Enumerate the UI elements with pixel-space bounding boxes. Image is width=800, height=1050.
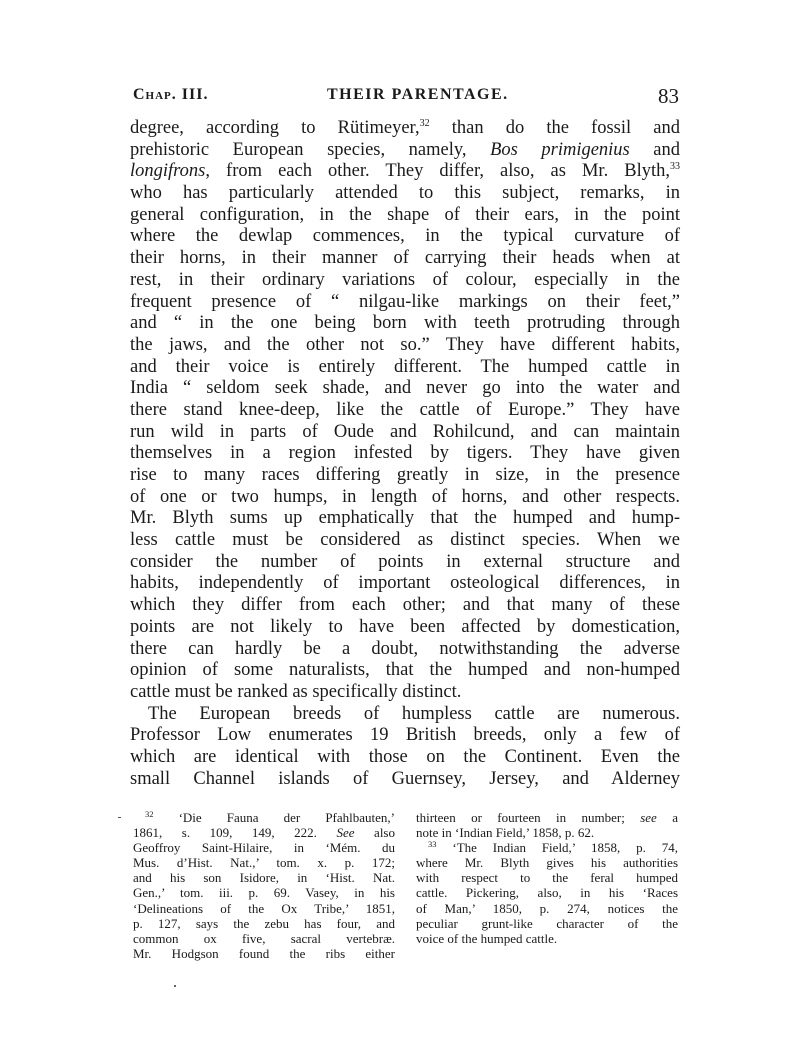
text-line: Professor Low enumerates 19 British breeds, only a few of: [130, 725, 680, 746]
footnote-line: 1861, s. 109, 149, 222. See also: [133, 825, 395, 841]
footnote-line: thirteen or fourteen in number; see a: [416, 810, 678, 825]
footnote-line: with respect to the feral humped: [416, 870, 678, 886]
footnote-column-right: [416, 810, 678, 946]
footnote-line: Mus. d’Hist. Nat.,’ tom. x. p. 172;: [133, 855, 395, 871]
footnote-ref-32: 32: [419, 118, 430, 129]
text-line: points are not likely to have been affected by domestication,: [130, 616, 680, 637]
text-line: run wild in parts of Oude and Rohilcund, and can maintain: [130, 421, 680, 442]
footnote-line: p. 127, says the zebu has four, and: [133, 915, 395, 931]
footnote-marker-33: 33: [428, 839, 437, 850]
footnote-column-left: [133, 810, 395, 961]
text-line: there can hardly be a doubt, notwithstanding the adverse: [130, 638, 680, 659]
footnote-line: voice of the humped cattle.: [416, 930, 558, 946]
footnotes: [133, 810, 681, 965]
text-line: small Channel islands of Guernsey, Jersey, and Alderney: [130, 768, 680, 789]
running-title: THEIR PARENTAGE.: [327, 86, 509, 103]
text-line: themselves in a region infested by tigers. They have given: [130, 443, 680, 464]
text-line: rest, in their ordinary variations of colour, especially in the: [130, 269, 680, 290]
chapter-label: Chap. III.: [133, 86, 209, 103]
footnote-line: ‘Delineations of the Ox Tribe,’ 1851,: [133, 900, 395, 916]
text-line: India “ seldom seek shade, and never go into the water and: [130, 378, 680, 399]
text-line: there stand knee-deep, like the cattle of Europe.” They have: [130, 399, 680, 420]
text-line: of one or two humps, in length of horns, and other respects.: [130, 486, 680, 507]
text-line: and their voice is entirely different. The humped cattle in: [130, 356, 680, 377]
text-line: consider the number of points in external structure and: [130, 551, 680, 572]
print-speck: [118, 817, 121, 818]
print-speck: [174, 985, 176, 987]
footnote-line: Geoffroy Saint-Hilaire, in ‘Mém. du: [133, 840, 395, 856]
text-line: the jaws, and the other not so.” They have different habits,: [130, 334, 680, 355]
footnote-line: note in ‘Indian Field,’ 1858, p. 62.: [416, 825, 595, 841]
footnote-line: peculiar grunt-like character of the: [416, 915, 678, 931]
paragraph-start-line: The European breeds of humpless cattle are numerous.: [148, 703, 680, 724]
footnote-line: $^{33}$ ‘The Indian Field,’ 1858, p. 74,: [428, 839, 678, 856]
footnote-line: cattle. Pickering, also, in his ‘Races: [416, 885, 678, 901]
text-line: frequent presence of “ nilgau-like markings on their feet,”: [130, 291, 680, 312]
text-line: Mr. Blyth sums up emphatically that the humped and hump-: [130, 508, 680, 529]
footnote-ref-33: 33: [670, 161, 680, 173]
footnote-line: $^{32}$ ‘Die Fauna der Pfahlbauten,’: [145, 809, 395, 825]
main-text: [130, 118, 680, 790]
text-line: rise to many races differing greatly in size, in the presence: [130, 465, 680, 485]
text-line: longifrons, from each other. They differ, also, as Mr. Blyth,$^{33}$: [130, 161, 680, 182]
text-line: habits, independently of important osteological differences, in: [130, 573, 680, 594]
text-line: who has particularly attended to this subject, remarks, in: [130, 183, 680, 204]
text-line: cattle must be ranked as specifically distinct.: [130, 681, 462, 702]
species-name: longifrons: [130, 161, 206, 182]
footnote-line: Mr. Hodgson found the ribs either: [133, 945, 395, 961]
page-number: 83: [658, 84, 679, 108]
text-line: less cattle must be considered as distinct species. When we: [130, 530, 680, 551]
running-header: [133, 86, 681, 110]
footnote-line: of Man,’ 1850, p. 274, notices the: [416, 900, 678, 916]
text-line: and “ in the one being born with teeth protruding through: [130, 313, 680, 334]
footnote-line: common ox five, sacral vertebræ.: [133, 930, 395, 946]
footnote-line: Gen.,’ tom. iii. p. 69. Vasey, in his: [133, 885, 395, 901]
species-name: Bos primigenius: [490, 139, 630, 160]
footnote-marker-32: 32: [145, 809, 154, 819]
text-line: which are identical with those on the Continent. Even the: [130, 746, 680, 767]
text-line: prehistoric European species, namely, Bos primigenius and: [130, 139, 681, 160]
text-line: where the dewlap commences, in the typical curvature of: [130, 226, 680, 247]
text-line: which they differ from each other; and that many of these: [130, 595, 680, 616]
text-line: general configuration, in the shape of their ears, in the point: [130, 204, 680, 225]
text-line: their horns, in their manner of carrying their heads when at: [130, 248, 680, 269]
text-line: opinion of some naturalists, that the humped and non-humped: [130, 660, 680, 681]
text-line: degree, according to Rütimeyer,$^{32}$ than do the fossil and: [130, 118, 680, 138]
footnote-line: and his son Isidore, in ‘Hist. Nat.: [133, 870, 395, 886]
footnote-line: where Mr. Blyth gives his authorities: [416, 855, 678, 871]
